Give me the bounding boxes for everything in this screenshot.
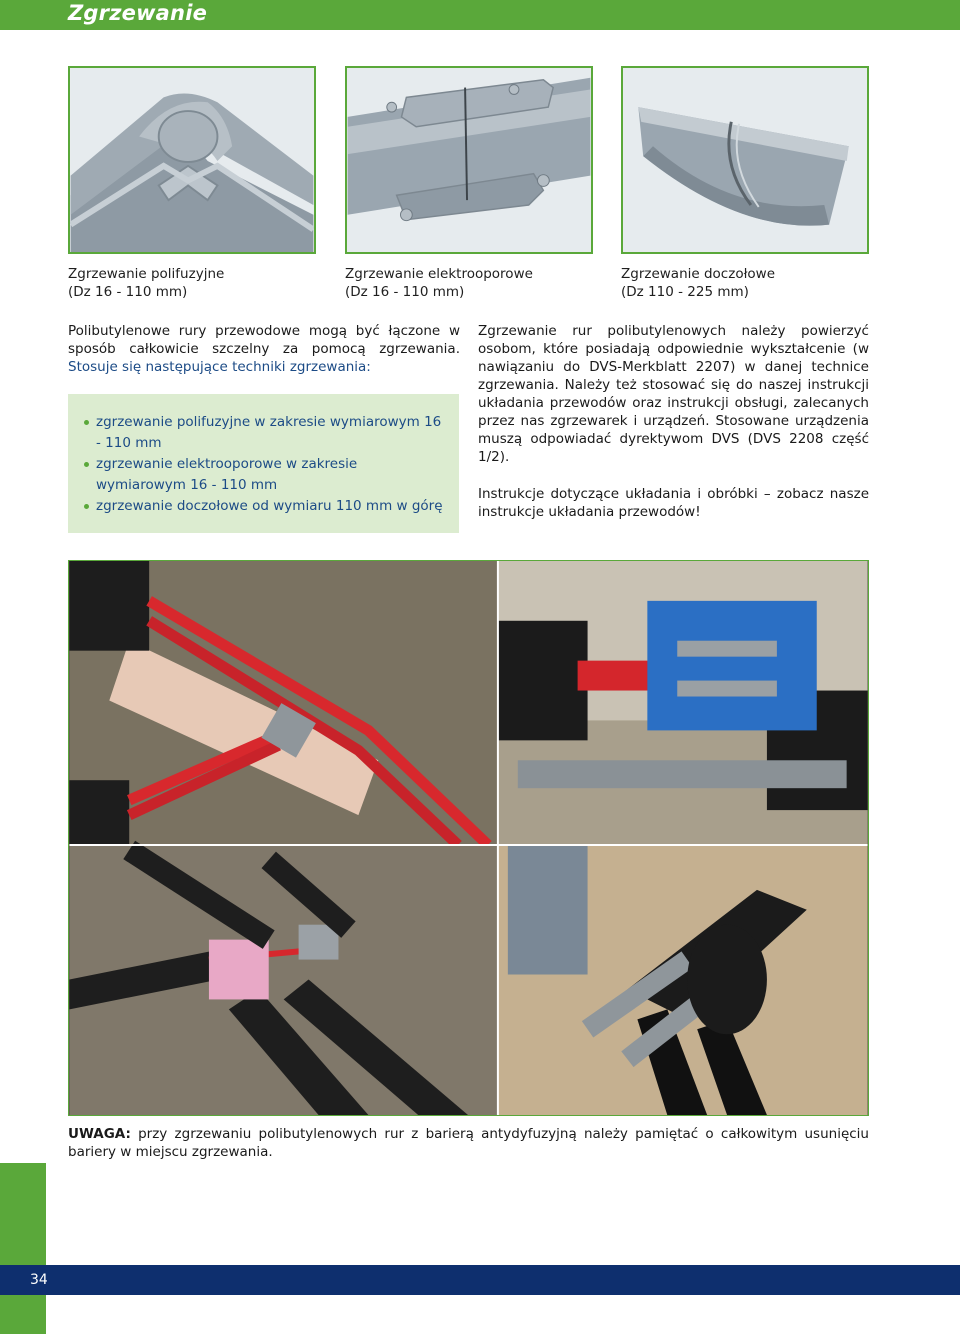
- footer-bar: [0, 1265, 960, 1295]
- caption-title: Zgrzewanie doczołowe: [621, 266, 776, 282]
- figure-electrofusion-welding: [345, 66, 593, 254]
- photo-butt-welding-machine: [498, 561, 868, 845]
- caption-range: (Dz 110 - 225 mm): [621, 284, 749, 300]
- caption-electrofusion: [345, 265, 533, 301]
- electrofusion-coupler-illustration: [347, 68, 591, 252]
- figure-butt-welding: [621, 66, 869, 254]
- techniques-box: [68, 394, 459, 533]
- right-column-text: [478, 322, 869, 540]
- intro-highlight: Stosuje się następujące techniki zgrzewania:: [68, 359, 371, 375]
- caption-butt-welding: [621, 265, 775, 301]
- intro-text: Polibutylenowe rury przewodowe mogą być łączone w sposób całkowicie szczelny za pomocą zgrzewania.: [68, 323, 460, 357]
- page-number: 34: [30, 1272, 48, 1288]
- page-title: Zgrzewanie: [68, 1, 208, 25]
- note-label: UWAGA:: [68, 1126, 131, 1142]
- photo-y-branch-pipes: [498, 845, 868, 1115]
- note-text: przy zgrzewaniu polibutylenowych rur z barierą antydyfuzyjną należy pamiętać o całkowitym usunięciu bariery w miejscu zgrzewania.: [68, 1126, 869, 1160]
- intro-paragraph: [68, 322, 460, 376]
- photo-collage: [69, 561, 868, 1115]
- instructions-paragraph: Instrukcje dotyczące układania i obróbki – zobacz nasze instrukcje układania przewodów!: [478, 486, 869, 520]
- list-item: zgrzewanie doczołowe od wymiaru 110 mm w górę: [82, 496, 449, 517]
- warning-note: [68, 1125, 869, 1161]
- photo-trench-tee-junction: [69, 845, 497, 1115]
- techniques-list: [82, 412, 449, 517]
- side-tab: [0, 1163, 46, 1334]
- caption-title: Zgrzewanie polifuzyjne: [68, 266, 225, 282]
- qualification-paragraph: Zgrzewanie rur polibutylenowych należy powierzyć osobom, które posiadają odpowiednie wykształcenie (w nawiązaniu do DVS-Merkblatt 2207) w danej technice zgrzewania. Należy też stosować się do naszej instrukcji układania przewodów oraz instrukcji obsługi, zalecanych przez nas zgrzewarek i urządzeń. Stosowane urządzenia muszą odpowiadać dyrektywom DVS (DVS 2208 część 1/2).: [478, 323, 869, 465]
- polyfusion-elbow-illustration: [70, 68, 314, 252]
- installation-photos: [68, 560, 869, 1116]
- caption-range: (Dz 16 - 110 mm): [68, 284, 188, 300]
- butt-fusion-pipe-illustration: [623, 68, 867, 252]
- list-item: zgrzewanie elektrooporowe w zakresie wymiarowym 16 - 110 mm: [82, 454, 449, 496]
- caption-polyfusion: [68, 265, 224, 301]
- caption-title: Zgrzewanie elektrooporowe: [345, 266, 533, 282]
- figure-polyfusion-welding: [68, 66, 316, 254]
- caption-range: (Dz 16 - 110 mm): [345, 284, 465, 300]
- list-item: zgrzewanie polifuzyjne w zakresie wymiarowym 16 - 110 mm: [82, 412, 449, 454]
- photo-red-pipes-tee: [69, 561, 497, 845]
